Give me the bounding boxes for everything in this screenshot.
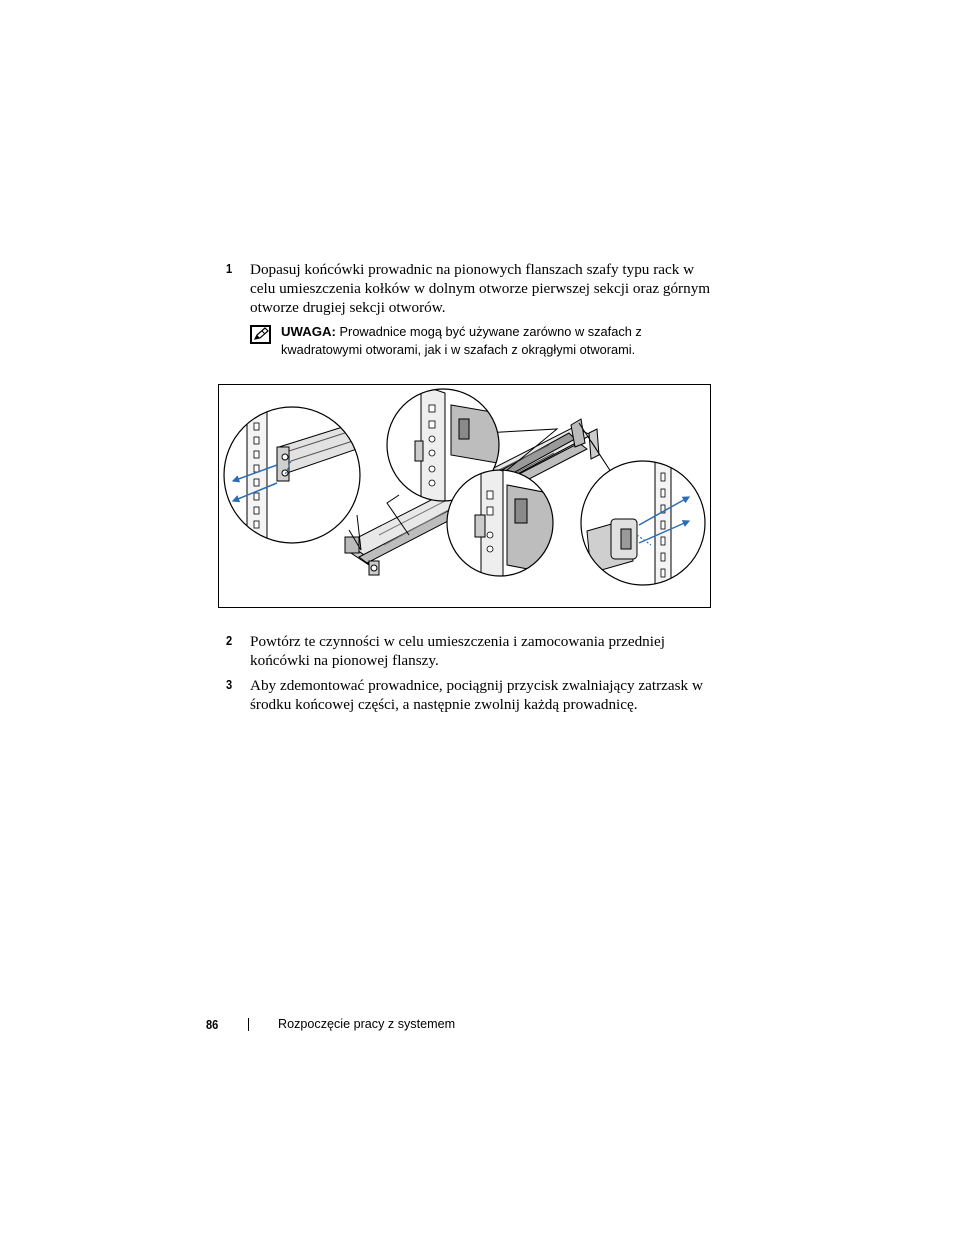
step-text: Aby zdemontować prowadnice, pociągnij przycisk zwalniający zatrzask w środku końcowej części, a następnie zwolnij każdą prowadnicę. <box>250 677 703 713</box>
step-text: Dopasuj końcówki prowadnic na pionowych flanszach szafy typu rack w celu umieszczenia kołków w dolnym otworze pierwszej sekcji oraz górnym otworze drugiej sekcji otworów. <box>250 261 711 316</box>
note-text <box>281 323 701 359</box>
note-pencil-icon <box>250 325 271 344</box>
note-label: UWAGA: <box>281 324 336 339</box>
page-number: 86 <box>206 1017 219 1032</box>
step-number: 1 <box>226 261 233 276</box>
note-body: Prowadnice mogą być używane zarówno w szafach z kwadratowymi otworami, jak i w szafach z okrągłymi otworami. <box>281 324 642 357</box>
step-number: 2 <box>226 633 233 648</box>
note-box <box>250 323 690 363</box>
step-number: 3 <box>226 677 233 692</box>
step-text: Powtórz te czynności w celu umieszczenia i zamocowania przedniej końcówki na pionowej flanszy. <box>250 633 665 669</box>
footer-section-title: Rozpoczęcie pracy z systemem <box>278 1017 456 1031</box>
footer-separator <box>248 1018 249 1031</box>
rail-installation-illustration <box>219 385 710 607</box>
rail-installation-figure <box>218 384 711 608</box>
